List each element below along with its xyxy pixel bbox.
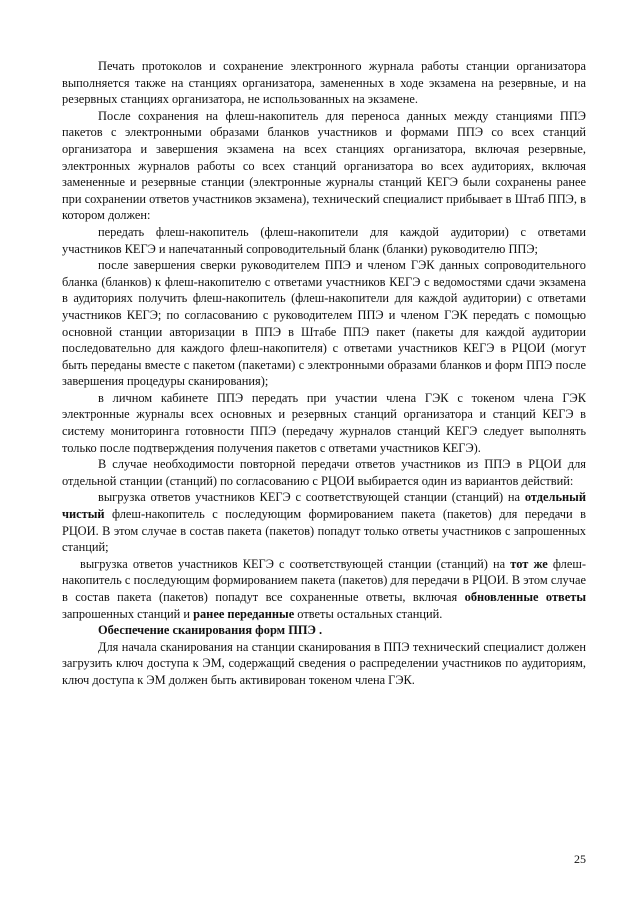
paragraph-print-protocols: Печать протоколов и сохранение электронного журнала работы станции организатора выполняется также на станциях организатора, замененных в ходе экзамена на резервные, и на резервных станциях организатора, не использованных на экзамене. [62, 59, 586, 107]
section-heading-scanning: Обеспечение сканирования форм ППЭ . [98, 623, 323, 638]
option1-bold-separate-clean: отдельный чистый [62, 490, 586, 522]
paragraph-pass-flash-drive: передать флеш-накопитель (флеш-накопители для каждой аудитории) с ответами участников КЕГЭ и напечатанный сопроводительный бланк (бланки) руководителю ППЭ; [62, 224, 586, 256]
option1-text-c: флеш-накопитель с последующим формированием пакета (пакетов) для передачи в РЦОИ. В этом случае в состав пакета (пакетов) попадут только ответы участников с запрошенных станций; [62, 507, 586, 555]
paragraph-after-saving: После сохранения на флеш-накопитель для переноса данных между станциями ППЭ пакетов с электронными образами бланков участников и формами ППЭ со всех станций организатора и завершения экзамена на всех станциях организатора, включая резервные, электронных журналов работы со всех станций организатора во всех аудиториях, включая замененные и резервные станции (электронные журналы станций КЕГЭ были сохранены ранее при сохранении ответов участников экзамена), технический специалист прибывает в Штаб ППЭ, в котором должен: [62, 108, 586, 223]
option2-bold-previously-transferred: ранее переданные [193, 606, 295, 621]
document-page [62, 58, 586, 689]
paragraph-repeat-transfer: В случае необходимости повторной передачи ответов участников из ППЭ в РЦОИ для отдельной станции (станций) по согласованию с РЦОИ выбирается один из вариантов действий: [62, 457, 586, 488]
option2-text-e: ответы остальных станций. [294, 606, 443, 621]
page-number: 25 [574, 852, 586, 866]
option2-text-c: флеш-накопитель с последующим формированием пакета (пакетов) для передачи в РЦОИ. В этом случае в состав пакета (пакетов) попадут все сохраненные ответы, включая [62, 556, 586, 604]
option2-text-a: выгрузка ответов участников КЕГЭ с соответствующей станции (станций) на [80, 556, 511, 571]
paragraph-after-reconciliation: после завершения сверки руководителем ППЭ и членом ГЭК данных сопроводительного бланка (бланков) к флеш-накопителю с ответами участников КЕГЭ с ведомостями сдачи экзамена в аудиториях получить флеш-накопитель (флеш-накопители для каждой аудитории) с ответами участников КЕГЭ; по согласованию с руководителем ППЭ и членом ГЭК передать с помощью основной станции авторизации в ППЭ в Штабе ППЭ пакет (пакеты для каждой аудитории последовательно для каждого флеш-накопителя) с ответами участников КЕГЭ в РЦОИ (могут быть переданы вместе с пакетом (пакетами) с электронными образами бланков и форм ППЭ после завершения процедуры сканирования); [62, 258, 586, 389]
paragraph-option-separate-drive [62, 489, 586, 555]
option2-bold-same: тот же [510, 556, 548, 571]
option2-text-d: запрошенных станций и [62, 606, 194, 621]
option1-text-a: выгрузка ответов участников КЕГЭ с соответствующей станции (станций) на [98, 490, 525, 505]
paragraph-personal-cabinet: в личном кабинете ППЭ передать при участии члена ГЭК с токеном члена ГЭК электронные журналы всех основных и резервных станций организатора и станций КЕГЭ в систему мониторинга готовности ППЭ (передачу журналов станций КЕГЭ следует выполнять только после подтверждения получения пакетов с ответами участников КЕГЭ). [62, 390, 586, 455]
option2-bold-updated-answers: обновленные ответы [464, 590, 586, 604]
paragraph-option-same-drive [62, 556, 586, 622]
paragraph-start-scanning: Для начала сканирования на станции сканирования в ППЭ технический специалист должен загрузить ключ доступа к ЭМ, содержащий сведения о распределении участников по аудиториям, ключ доступа к ЭМ должен быть активирован токеном члена ГЭК. [62, 639, 586, 687]
